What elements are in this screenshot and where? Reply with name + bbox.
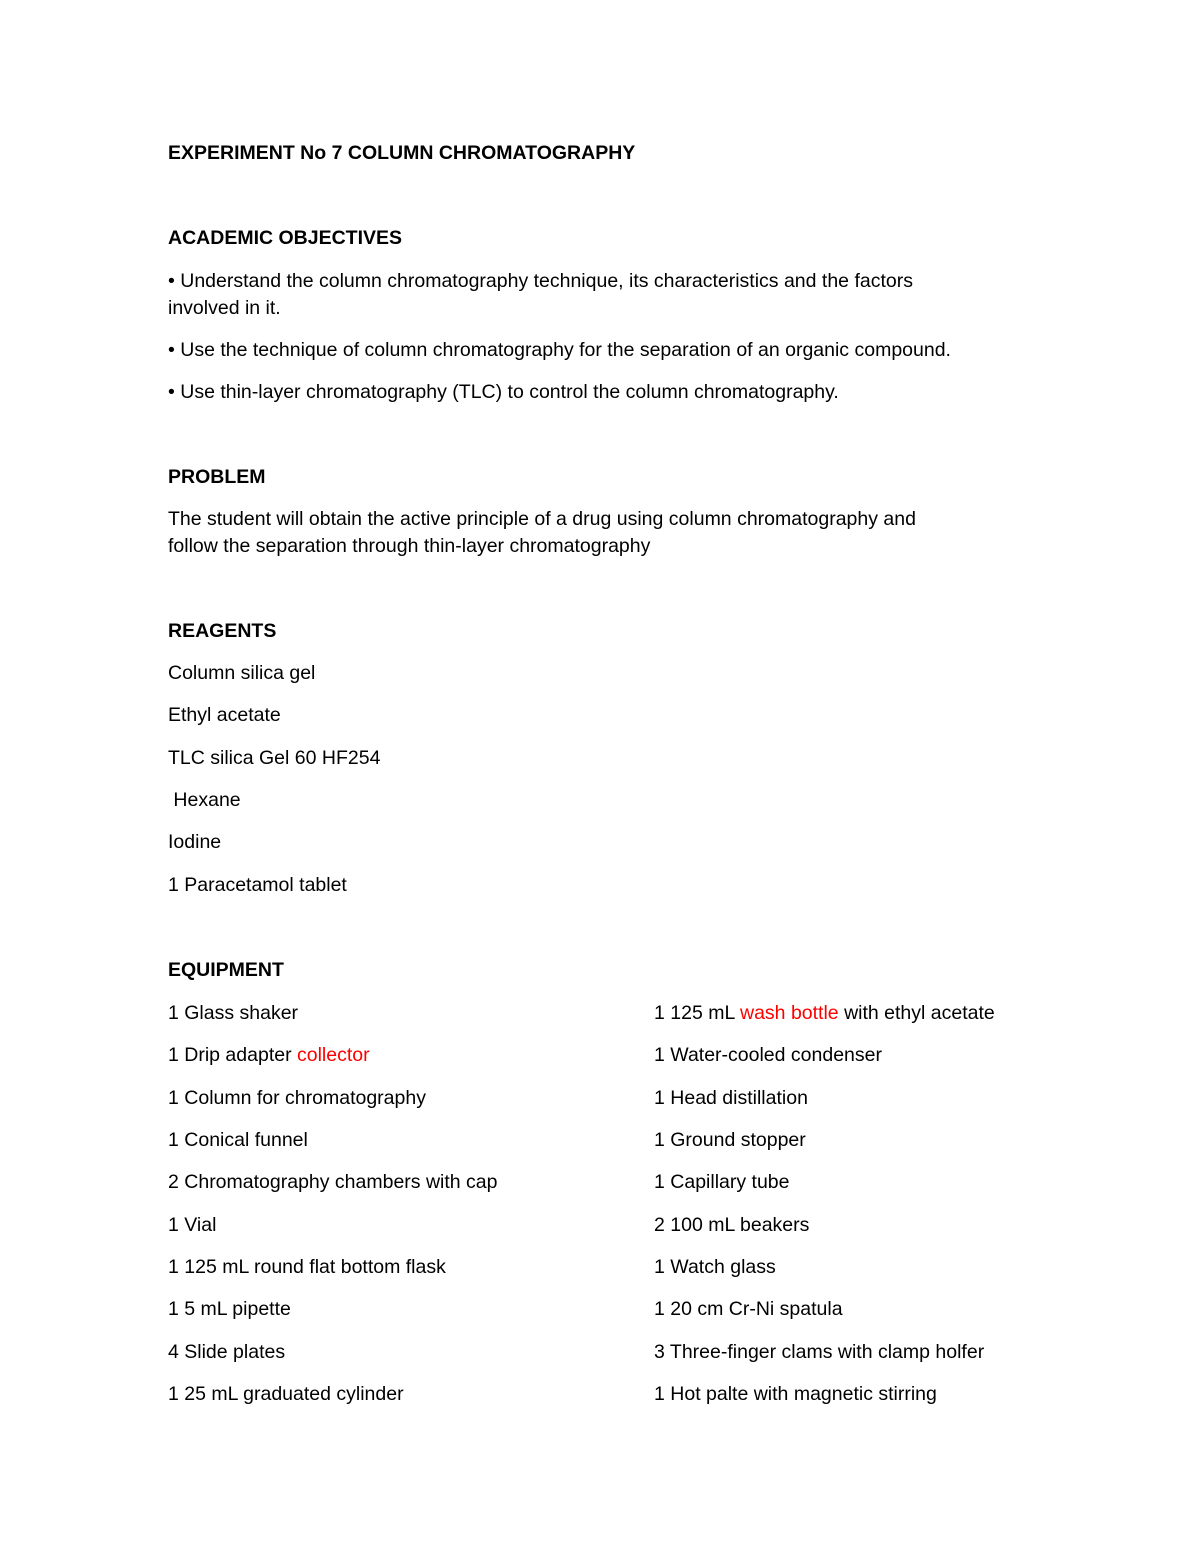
equipment-item: 1 25 mL graduated cylinder	[168, 1383, 404, 1405]
equipment-item: 1 Column for chromatography	[168, 1087, 426, 1109]
reagent-item: TLC silica Gel 60 HF254	[168, 747, 381, 769]
equipment-item-highlight: wash bottle	[740, 1002, 839, 1024]
equipment-item: 2 Chromatography chambers with cap	[168, 1171, 498, 1193]
reagent-item: Hexane	[168, 789, 241, 811]
equipment-item	[654, 1004, 995, 1024]
document-title: EXPERIMENT No 7 COLUMN CHROMATOGRAPHY	[168, 142, 636, 164]
problem-text-line: The student will obtain the active principle of a drug using column chromatography and	[168, 508, 916, 530]
equipment-item: 1 Capillary tube	[654, 1171, 790, 1193]
objective-item: • Use thin-layer chromatography (TLC) to control the column chromatography.	[168, 381, 839, 403]
problem-heading: PROBLEM	[168, 466, 266, 488]
equipment-item: 1 20 cm Cr-Ni spatula	[654, 1298, 843, 1320]
equipment-item: 3 Three-finger clams with clamp holfer	[654, 1341, 985, 1363]
equipment-heading: EQUIPMENT	[168, 959, 284, 981]
equipment-item: 1 5 mL pipette	[168, 1298, 291, 1320]
equipment-item: 4 Slide plates	[168, 1341, 286, 1363]
reagents-heading: REAGENTS	[168, 620, 277, 642]
equipment-item: 1 Ground stopper	[654, 1129, 806, 1151]
reagent-item: Iodine	[168, 831, 222, 853]
equipment-item: 1 Head distillation	[654, 1087, 808, 1109]
reagent-item: 1 Paracetamol tablet	[168, 874, 347, 896]
equipment-item	[168, 1046, 370, 1066]
equipment-item: 1 Conical funnel	[168, 1129, 308, 1151]
problem-text-line: follow the separation through thin-layer chromatography	[168, 535, 651, 557]
equipment-item-text: 1 Drip adapter	[168, 1044, 297, 1066]
equipment-item-text: 1 125 mL	[654, 1002, 740, 1024]
equipment-item: 1 Hot palte with magnetic stirring	[654, 1383, 937, 1405]
equipment-item: 2 100 mL beakers	[654, 1214, 810, 1236]
objectives-heading: ACADEMIC OBJECTIVES	[168, 227, 403, 249]
equipment-item: 1 Watch glass	[654, 1256, 776, 1278]
equipment-item: 1 Water-cooled condenser	[654, 1044, 882, 1066]
objective-item: • Use the technique of column chromatography for the separation of an organic compound.	[168, 339, 951, 361]
equipment-item: 1 Glass shaker	[168, 1002, 299, 1024]
reagent-item: Column silica gel	[168, 662, 316, 684]
equipment-item: 1 125 mL round flat bottom flask	[168, 1256, 446, 1278]
equipment-item-highlight: collector	[297, 1044, 370, 1066]
equipment-item-text-after: with ethyl acetate	[838, 1002, 995, 1024]
equipment-item: 1 Vial	[168, 1214, 217, 1236]
reagent-item: Ethyl acetate	[168, 704, 281, 726]
objective-item-continuation: involved in it.	[168, 297, 281, 319]
objective-item: • Understand the column chromatography technique, its characteristics and the factors	[168, 270, 913, 292]
